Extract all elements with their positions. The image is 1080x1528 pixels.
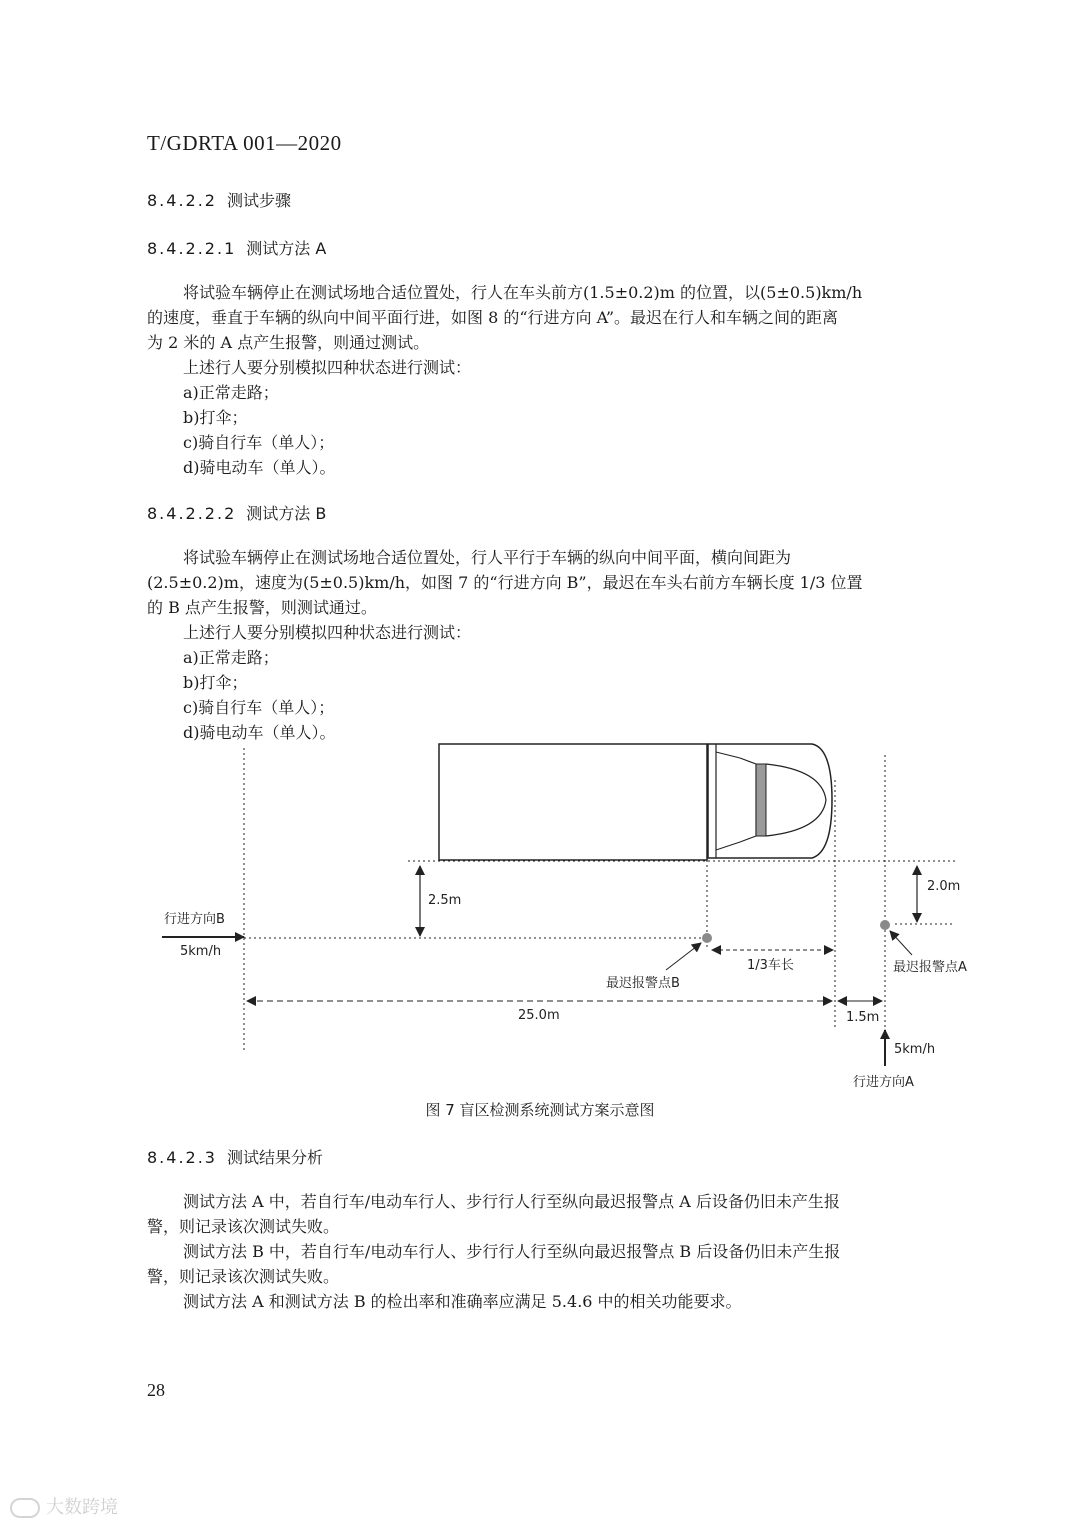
truck-cab (708, 744, 832, 858)
section-heading-8-4-2-3 (147, 1145, 323, 1168)
speed-b-label: 5km/h (180, 944, 222, 959)
watermark-logo-icon (10, 1498, 40, 1518)
truck-trailer (439, 744, 707, 860)
front-offset-label: 1.5m (846, 1010, 880, 1025)
alarm-point-a-label: 最迟报警点A (893, 960, 967, 975)
list-item: d)骑电动车（单人）。 (183, 723, 336, 742)
list-intro: 上述行人要分别模拟四种状态进行测试： (183, 358, 472, 377)
section-number: 8.4.2.2 (147, 191, 217, 210)
third-length-label: 1/3车长 (747, 958, 794, 973)
section-number: 8.4.2.2.2 (147, 504, 237, 523)
direction-b-label: 行进方向B (164, 912, 225, 927)
list-item: c)骑自行车（单人）； (183, 433, 335, 452)
section-number: 8.4.2.2.1 (147, 239, 237, 258)
front-gap-label: 2.0m (927, 879, 961, 894)
paragraph-line: 警，则记录该次测试失败。 (147, 1267, 340, 1286)
list-item: b)打伞； (183, 673, 248, 692)
figure-caption: 图 7 盲区检测系统测试方案示意图 (425, 1101, 655, 1119)
alarm-point-a-pointer (890, 931, 912, 955)
alarm-point-a-marker (880, 920, 890, 930)
paragraph-line: 测试方法 B 中，若自行车/电动车行人、步行行人行至纵向最迟报警点 B 后设备仍旧未产生报 (183, 1242, 841, 1261)
speed-a-label: 5km/h (894, 1042, 936, 1057)
total-length-label: 25.0m (518, 1008, 560, 1023)
paragraph-line: 测试方法 A 和测试方法 B 的检出率和准确率应满足 5.4.6 中的相关功能要求。 (183, 1292, 742, 1311)
section-title: 测试步骤 (226, 191, 291, 210)
paragraph-line: 将试验车辆停止在测试场地合适位置处，行人在车头前方(1.5±0.2)m 的位置，以(5±0.5)km/h (183, 283, 863, 302)
alarm-point-b-label: 最迟报警点B (606, 976, 680, 991)
standard-code: T/GDRTA 001—2020 (147, 131, 342, 155)
section-number: 8.4.2.3 (147, 1148, 217, 1167)
alarm-point-b-marker (702, 933, 712, 943)
watermark-text: 大数跨境 (46, 1497, 118, 1518)
list-item: a)正常走路； (183, 648, 279, 667)
section-title: 测试结果分析 (226, 1148, 323, 1167)
paragraph-line: 将试验车辆停止在测试场地合适位置处，行人平行于车辆的纵向中间平面，横向间距为 (183, 548, 792, 567)
alarm-point-b-pointer (666, 943, 701, 970)
paragraph-line: 为 2 米的 A 点产生报警，则通过测试。 (147, 333, 430, 352)
list-item: b)打伞； (183, 408, 248, 427)
paragraph-line: (2.5±0.2)m，速度为(5±0.5)km/h，如图 7 的“行进方向 B”，最迟在车头右前方车辆长度 1/3 位置 (147, 573, 863, 592)
list-item: a)正常走路； (183, 383, 279, 402)
paragraph-line: 测试方法 A 中，若自行车/电动车行人、步行行人行至纵向最迟报警点 A 后设备仍旧未产生报 (183, 1192, 840, 1211)
direction-a-label: 行进方向A (853, 1075, 914, 1090)
page-number: 28 (147, 1380, 165, 1400)
paragraph-line: 的 B 点产生报警，则测试通过。 (147, 598, 377, 617)
list-item: c)骑自行车（单人）； (183, 698, 335, 717)
paragraph-line: 警，则记录该次测试失败。 (147, 1217, 340, 1236)
list-intro: 上述行人要分别模拟四种状态进行测试： (183, 623, 472, 642)
list-item: d)骑电动车（单人）。 (183, 458, 336, 477)
section-title: 测试方法 B (246, 504, 327, 523)
paragraph-line: 的速度，垂直于车辆的纵向中间平面行进，如图 8 的“行进方向 A”。最迟在行人和车辆之间的距离 (147, 308, 839, 327)
watermark (10, 1493, 118, 1519)
result-analysis-paragraph (147, 1189, 993, 1314)
section-title: 测试方法 A (246, 239, 327, 258)
lateral-gap-label: 2.5m (428, 893, 462, 908)
